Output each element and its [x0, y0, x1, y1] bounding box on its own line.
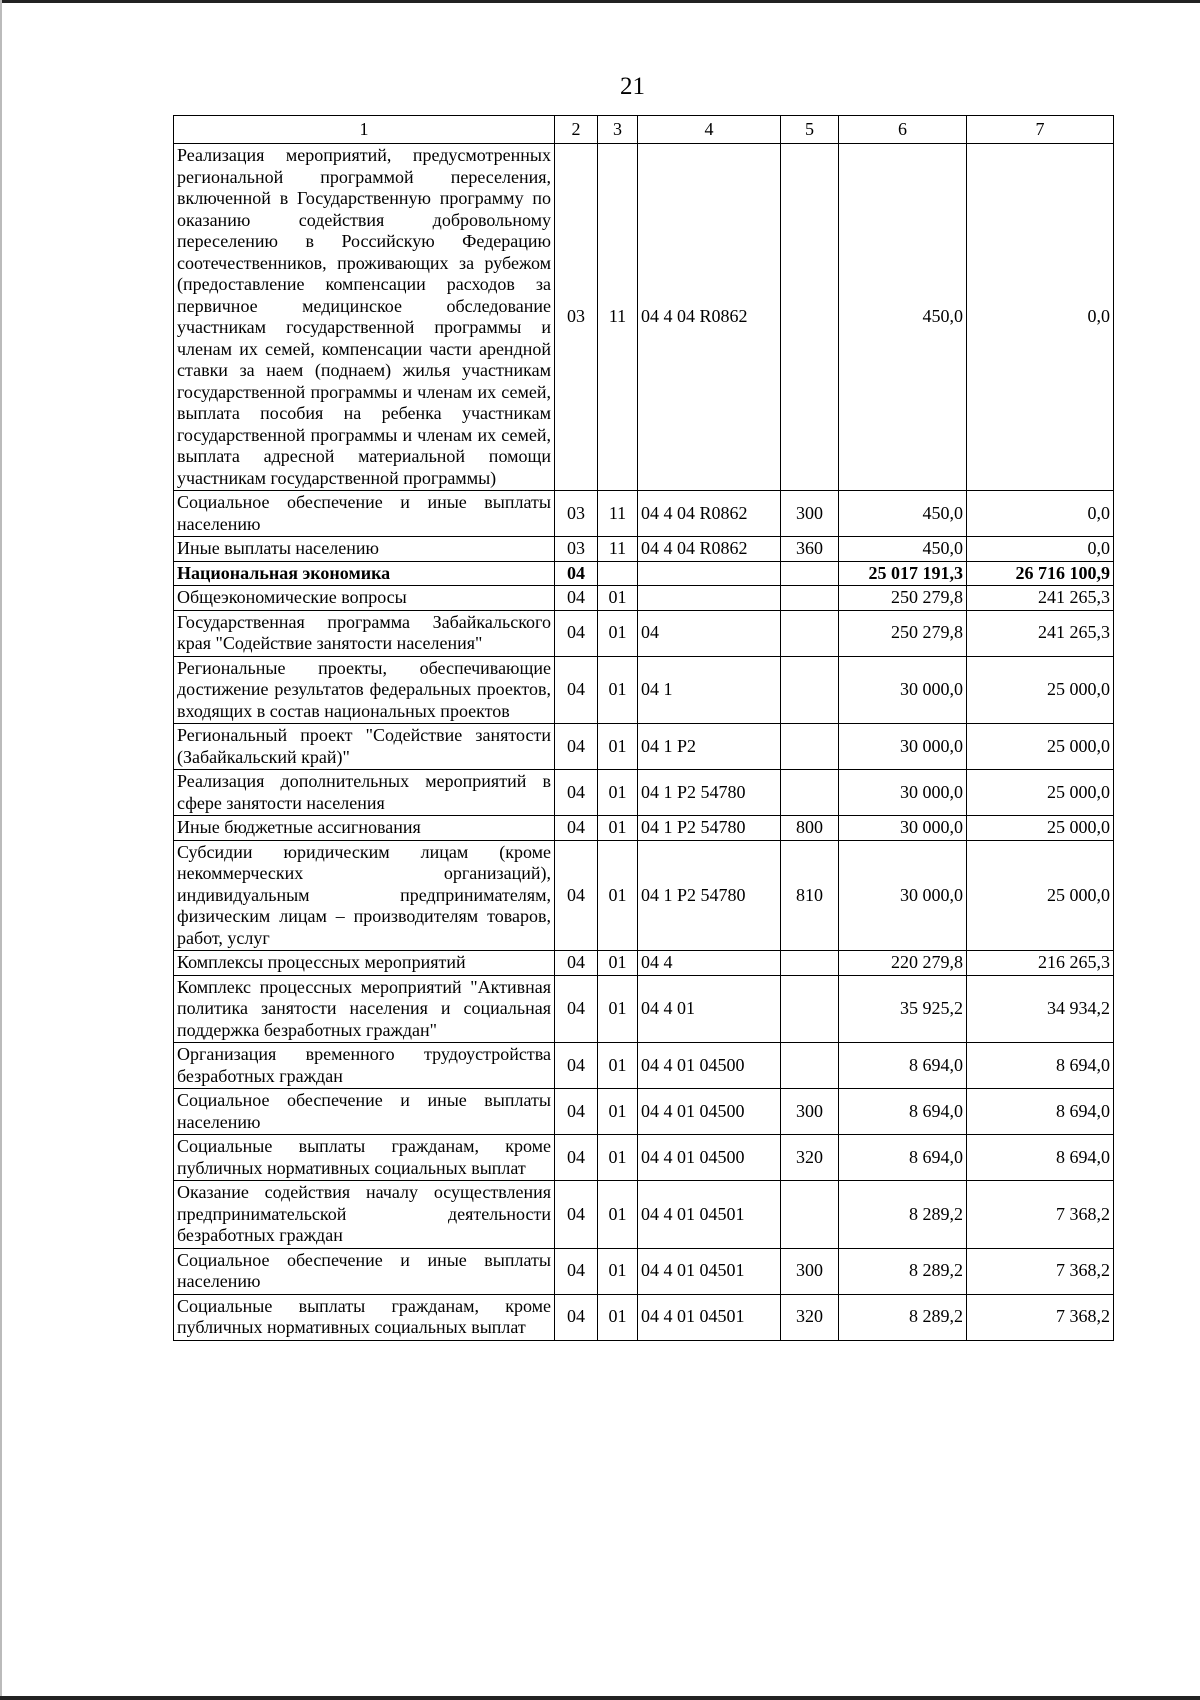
item-name: Реализация мероприятий, предусмотренных региональной программой переселения, включенной в Государственную программу по оказанию содействия добровольному переселению в Российскую Федерацию соотечественников, проживающих за рубежом (предоставление компенсации расходов за первичное медицинское обследование участникам государственной программы и членам их семей, компенсации части арендной ставки за наем (поднаем) жилья участникам государственной программы и членам их семей, выплата пособия на ребенка участникам государственной программы и членам их семей, выплата адресной материальной помощи участникам государственной программы)	[174, 144, 555, 491]
header-col-5: 5	[781, 116, 839, 144]
subsection-code: 01	[598, 951, 638, 976]
expense-type-code	[781, 1043, 839, 1089]
expense-type-code: 300	[781, 1248, 839, 1294]
amount-col-6: 250 279,8	[839, 586, 967, 611]
subsection-code	[598, 561, 638, 586]
table-row	[174, 1089, 1114, 1135]
amount-col-6: 450,0	[839, 537, 967, 562]
amount-col-7: 8 694,0	[967, 1135, 1114, 1181]
section-code: 04	[555, 1043, 598, 1089]
expense-type-code	[781, 586, 839, 611]
scan-border-left	[0, 0, 2, 1700]
target-article-code: 04 4 01 04501	[638, 1294, 781, 1340]
table-row	[174, 1294, 1114, 1340]
amount-col-6: 30 000,0	[839, 816, 967, 841]
item-name: Социальное обеспечение и иные выплаты населению	[174, 1248, 555, 1294]
amount-col-6: 8 289,2	[839, 1294, 967, 1340]
table-row	[174, 1135, 1114, 1181]
subsection-code: 11	[598, 491, 638, 537]
expense-type-code	[781, 656, 839, 724]
header-col-1: 1	[174, 116, 555, 144]
subsection-code: 01	[598, 724, 638, 770]
expense-type-code	[781, 951, 839, 976]
amount-col-7: 25 000,0	[967, 770, 1114, 816]
item-name: Социальное обеспечение и иные выплаты населению	[174, 491, 555, 537]
amount-col-7: 241 265,3	[967, 610, 1114, 656]
item-name: Оказание содействия началу осуществления предпринимательской деятельности безработных граждан	[174, 1181, 555, 1249]
target-article-code: 04 4 01 04500	[638, 1135, 781, 1181]
table-row	[174, 144, 1114, 491]
target-article-code: 04 4	[638, 951, 781, 976]
item-name: Государственная программа Забайкальского края "Содействие занятости населения"	[174, 610, 555, 656]
table-row	[174, 537, 1114, 562]
amount-col-6: 8 289,2	[839, 1181, 967, 1249]
amount-col-6: 30 000,0	[839, 840, 967, 951]
expense-type-code: 300	[781, 1089, 839, 1135]
target-article-code	[638, 586, 781, 611]
target-article-code: 04 4 04 R0862	[638, 144, 781, 491]
section-code: 04	[555, 1181, 598, 1249]
amount-col-6: 8 694,0	[839, 1043, 967, 1089]
expense-type-code	[781, 975, 839, 1043]
expense-type-code: 300	[781, 491, 839, 537]
item-name: Иные выплаты населению	[174, 537, 555, 562]
section-code: 04	[555, 1089, 598, 1135]
section-code: 04	[555, 1248, 598, 1294]
amount-col-6: 25 017 191,3	[839, 561, 967, 586]
amount-col-7: 34 934,2	[967, 975, 1114, 1043]
amount-col-7: 7 368,2	[967, 1248, 1114, 1294]
section-code: 03	[555, 491, 598, 537]
subsection-code: 01	[598, 1089, 638, 1135]
table-body	[174, 144, 1114, 1341]
amount-col-6: 8 694,0	[839, 1135, 967, 1181]
table-row	[174, 586, 1114, 611]
target-article-code: 04 1 P2	[638, 724, 781, 770]
item-name: Социальные выплаты гражданам, кроме публичных нормативных социальных выплат	[174, 1294, 555, 1340]
amount-col-6: 220 279,8	[839, 951, 967, 976]
section-code: 04	[555, 951, 598, 976]
expense-type-code: 360	[781, 537, 839, 562]
table-row	[174, 610, 1114, 656]
amount-col-7: 25 000,0	[967, 816, 1114, 841]
target-article-code: 04 4 01	[638, 975, 781, 1043]
item-name: Социальные выплаты гражданам, кроме публичных нормативных социальных выплат	[174, 1135, 555, 1181]
amount-col-6: 250 279,8	[839, 610, 967, 656]
amount-col-7: 25 000,0	[967, 656, 1114, 724]
expense-type-code	[781, 144, 839, 491]
amount-col-6: 30 000,0	[839, 656, 967, 724]
target-article-code: 04 4 01 04501	[638, 1248, 781, 1294]
budget-table	[173, 115, 1114, 1341]
amount-col-7: 7 368,2	[967, 1294, 1114, 1340]
table-row	[174, 840, 1114, 951]
subsection-code: 01	[598, 1181, 638, 1249]
scan-border-bottom	[0, 1696, 1200, 1700]
amount-col-7: 25 000,0	[967, 840, 1114, 951]
subsection-code: 01	[598, 656, 638, 724]
target-article-code: 04 4 04 R0862	[638, 537, 781, 562]
subsection-code: 01	[598, 586, 638, 611]
table-row	[174, 816, 1114, 841]
target-article-code: 04 4 01 04500	[638, 1043, 781, 1089]
amount-col-6: 30 000,0	[839, 724, 967, 770]
page-number: 21	[620, 73, 645, 100]
subsection-code: 01	[598, 610, 638, 656]
item-name: Реализация дополнительных мероприятий в сфере занятости населения	[174, 770, 555, 816]
expense-type-code: 810	[781, 840, 839, 951]
item-name: Организация временного трудоустройства безработных граждан	[174, 1043, 555, 1089]
item-name: Субсидии юридическим лицам (кроме некоммерческих организаций), индивидуальным предпринимателям, физическим лицам – производителям товаров, работ, услуг	[174, 840, 555, 951]
table-row	[174, 491, 1114, 537]
subsection-code: 01	[598, 1248, 638, 1294]
section-code: 04	[555, 1135, 598, 1181]
expense-type-code: 320	[781, 1294, 839, 1340]
item-name: Региональные проекты, обеспечивающие достижение результатов федеральных проектов, входящих в состав национальных проектов	[174, 656, 555, 724]
amount-col-6: 35 925,2	[839, 975, 967, 1043]
subsection-code: 01	[598, 975, 638, 1043]
target-article-code: 04 1 P2 54780	[638, 770, 781, 816]
target-article-code: 04 4 01 04500	[638, 1089, 781, 1135]
item-name: Комплексы процессных мероприятий	[174, 951, 555, 976]
amount-col-6: 450,0	[839, 144, 967, 491]
expense-type-code	[781, 770, 839, 816]
section-code: 03	[555, 537, 598, 562]
section-code: 04	[555, 561, 598, 586]
header-col-7: 7	[967, 116, 1114, 144]
target-article-code: 04 4 04 R0862	[638, 491, 781, 537]
target-article-code: 04 4 01 04501	[638, 1181, 781, 1249]
header-col-2: 2	[555, 116, 598, 144]
target-article-code	[638, 561, 781, 586]
item-name: Национальная экономика	[174, 561, 555, 586]
table-row	[174, 975, 1114, 1043]
header-col-6: 6	[839, 116, 967, 144]
amount-col-7: 25 000,0	[967, 724, 1114, 770]
table-row	[174, 656, 1114, 724]
table-row	[174, 1248, 1114, 1294]
expense-type-code	[781, 610, 839, 656]
amount-col-7: 26 716 100,9	[967, 561, 1114, 586]
section-code: 04	[555, 724, 598, 770]
section-code: 03	[555, 144, 598, 491]
subsection-code: 11	[598, 144, 638, 491]
table-row	[174, 770, 1114, 816]
scan-border-top	[0, 0, 1200, 3]
section-code: 04	[555, 770, 598, 816]
subsection-code: 01	[598, 816, 638, 841]
subsection-code: 11	[598, 537, 638, 562]
table-row	[174, 1181, 1114, 1249]
amount-col-6: 8 289,2	[839, 1248, 967, 1294]
expense-type-code	[781, 724, 839, 770]
subsection-code: 01	[598, 770, 638, 816]
header-col-4: 4	[638, 116, 781, 144]
section-code: 04	[555, 586, 598, 611]
amount-col-6: 450,0	[839, 491, 967, 537]
section-code: 04	[555, 975, 598, 1043]
item-name: Иные бюджетные ассигнования	[174, 816, 555, 841]
expense-type-code: 800	[781, 816, 839, 841]
amount-col-7: 216 265,3	[967, 951, 1114, 976]
item-name: Общеэкономические вопросы	[174, 586, 555, 611]
target-article-code: 04	[638, 610, 781, 656]
expense-type-code: 320	[781, 1135, 839, 1181]
table-row	[174, 1043, 1114, 1089]
amount-col-6: 8 694,0	[839, 1089, 967, 1135]
amount-col-7: 241 265,3	[967, 586, 1114, 611]
subsection-code: 01	[598, 1043, 638, 1089]
target-article-code: 04 1 P2 54780	[638, 816, 781, 841]
amount-col-7: 8 694,0	[967, 1089, 1114, 1135]
item-name: Социальное обеспечение и иные выплаты населению	[174, 1089, 555, 1135]
expense-type-code	[781, 1181, 839, 1249]
amount-col-7: 7 368,2	[967, 1181, 1114, 1249]
amount-col-7: 8 694,0	[967, 1043, 1114, 1089]
amount-col-7: 0,0	[967, 491, 1114, 537]
section-code: 04	[555, 816, 598, 841]
target-article-code: 04 1 P2 54780	[638, 840, 781, 951]
table-header-row	[174, 116, 1114, 144]
table-row	[174, 724, 1114, 770]
subsection-code: 01	[598, 1294, 638, 1340]
subsection-code: 01	[598, 1135, 638, 1181]
item-name: Комплекс процессных мероприятий "Активная политика занятости населения и социальная поддержка безработных граждан"	[174, 975, 555, 1043]
section-code: 04	[555, 610, 598, 656]
amount-col-7: 0,0	[967, 144, 1114, 491]
amount-col-7: 0,0	[967, 537, 1114, 562]
subsection-code: 01	[598, 840, 638, 951]
item-name: Региональный проект "Содействие занятости (Забайкальский край)"	[174, 724, 555, 770]
amount-col-6: 30 000,0	[839, 770, 967, 816]
expense-type-code	[781, 561, 839, 586]
target-article-code: 04 1	[638, 656, 781, 724]
section-code: 04	[555, 656, 598, 724]
header-col-3: 3	[598, 116, 638, 144]
section-code: 04	[555, 840, 598, 951]
table-row	[174, 561, 1114, 586]
section-code: 04	[555, 1294, 598, 1340]
table-row	[174, 951, 1114, 976]
